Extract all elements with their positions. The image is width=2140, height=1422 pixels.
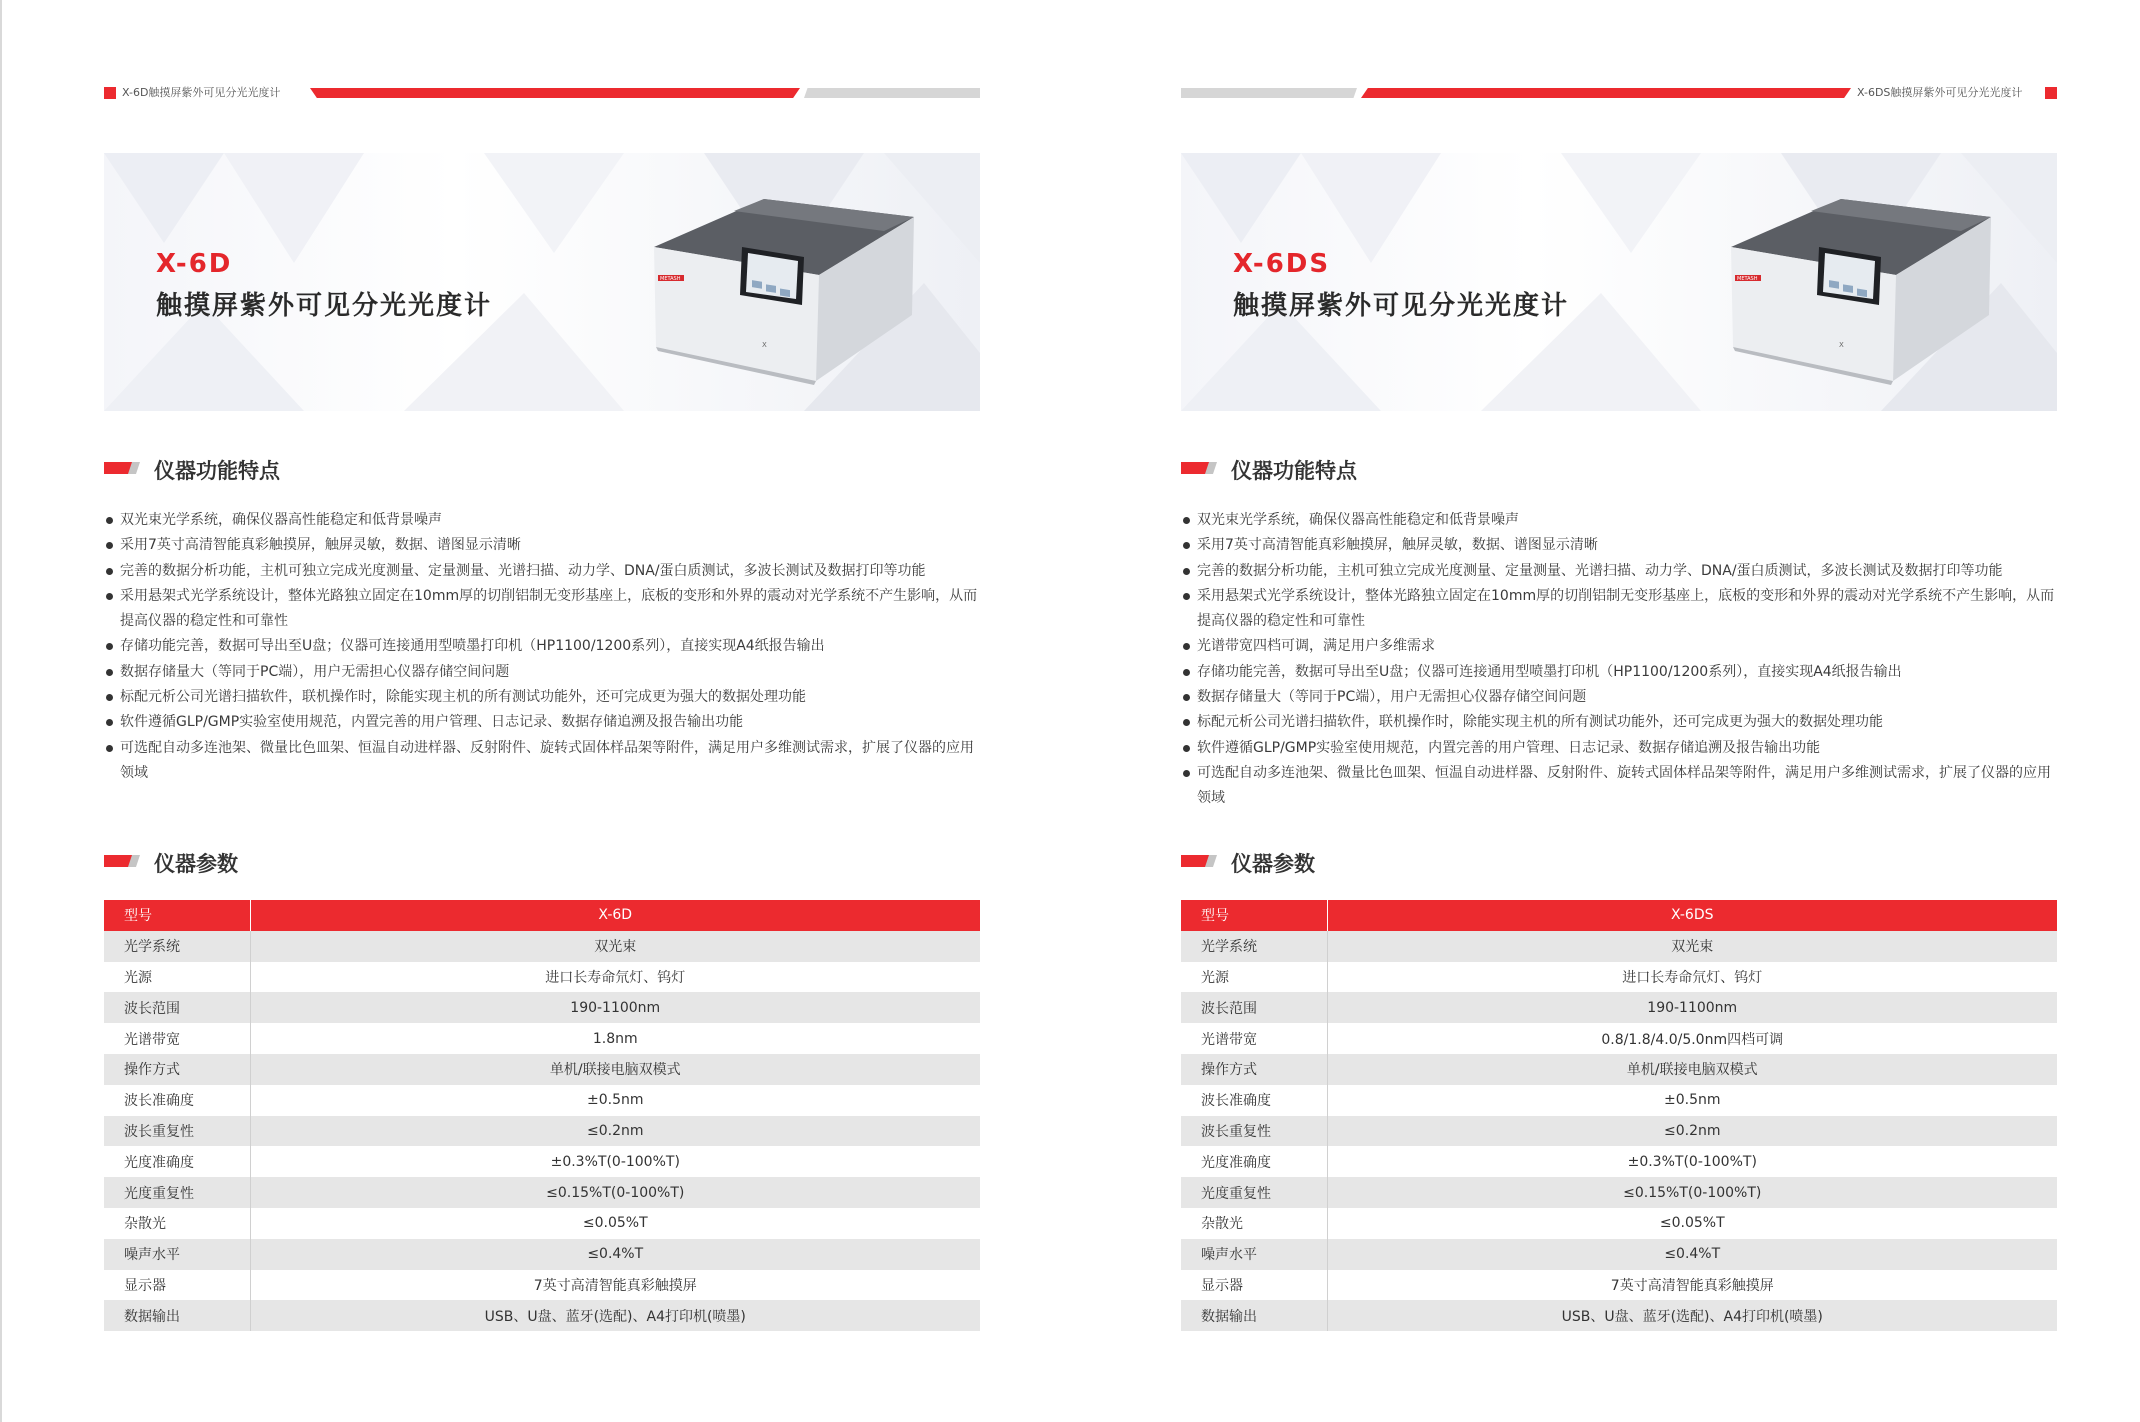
spec-label: 光度准确度 xyxy=(1181,1146,1327,1177)
spec-value: 7英寸高清智能真彩触摸屏 xyxy=(250,1270,980,1301)
table-row xyxy=(104,1085,980,1116)
instrument-image xyxy=(1721,197,2011,387)
product-banner xyxy=(104,153,980,411)
spec-label: 光度重复性 xyxy=(104,1177,250,1208)
spec-label: 光度准确度 xyxy=(104,1146,250,1177)
table-row xyxy=(1181,1239,2057,1270)
header-square-icon xyxy=(104,87,116,99)
features-list xyxy=(104,508,980,786)
table-row xyxy=(1181,1208,2057,1239)
spec-value: 双光束 xyxy=(1327,931,2057,962)
spec-value: USB、U盘、蓝牙(选配)、A4打印机(喷墨) xyxy=(250,1300,980,1331)
feature-item: 采用悬架式光学系统设计，整体光路独立固定在10mm厚的切削铝制无变形基座上，底板的变形和外界的震动对光学系统不产生影响，从而提高仪器的稳定性和可靠性 xyxy=(1181,584,2057,635)
spec-table xyxy=(1181,900,2057,1331)
table-row xyxy=(1181,962,2057,993)
header-title: X-6DS触摸屏紫外可见分光光度计 xyxy=(1857,86,2023,99)
spec-label: 显示器 xyxy=(104,1270,250,1301)
feature-item: 采用悬架式光学系统设计，整体光路独立固定在10mm厚的切削铝制无变形基座上，底板的变形和外界的震动对光学系统不产生影响，从而提高仪器的稳定性和可靠性 xyxy=(104,584,980,635)
table-row xyxy=(1181,992,2057,1023)
spec-value: ≤0.15%T(0-100%T) xyxy=(1327,1177,2057,1208)
spec-label: 杂散光 xyxy=(104,1208,250,1239)
table-row xyxy=(1181,1085,2057,1116)
spec-label: 波长范围 xyxy=(1181,992,1327,1023)
spec-value: 单机/联接电脑双模式 xyxy=(250,1054,980,1085)
feature-item: 光谱带宽四档可调，满足用户多维需求 xyxy=(1181,634,2057,659)
table-row xyxy=(1181,1270,2057,1301)
table-row xyxy=(104,992,980,1023)
banner-model: X-6DS xyxy=(1233,249,1331,279)
feature-item: 采用7英寸高清智能真彩触摸屏，触屏灵敏，数据、谱图显示清晰 xyxy=(1181,533,2057,558)
spec-label: 数据输出 xyxy=(104,1300,250,1331)
spec-value: 单机/联接电脑双模式 xyxy=(1327,1054,2057,1085)
spec-value: 7英寸高清智能真彩触摸屏 xyxy=(1327,1270,2057,1301)
banner-product-name: 触摸屏紫外可见分光光度计 xyxy=(1233,291,1570,321)
feature-item: 双光束光学系统，确保仪器高性能稳定和低背景噪声 xyxy=(104,508,980,533)
feature-item: 完善的数据分析功能，主机可独立完成光度测量、定量测量、光谱扫描、动力学、DNA/蛋白质测试，多波长测试及数据打印等功能 xyxy=(1181,559,2057,584)
section-mark-icon xyxy=(104,855,140,867)
feature-item: 可选配自动多连池架、微量比色皿架、恒温自动进样器、反射附件、旋转式固体样品架等附件，满足用户多维测试需求，扩展了仪器的应用领域 xyxy=(104,736,980,787)
table-row xyxy=(104,931,980,962)
header-gray-bar xyxy=(1181,88,1357,98)
spec-header-model: X-6D xyxy=(250,900,980,931)
table-row xyxy=(1181,1054,2057,1085)
features-title: 仪器功能特点 xyxy=(1231,459,1357,483)
table-row xyxy=(1181,1023,2057,1054)
table-row xyxy=(104,962,980,993)
spec-table-header xyxy=(1181,900,2057,931)
feature-item: 采用7英寸高清智能真彩触摸屏，触屏灵敏，数据、谱图显示清晰 xyxy=(104,533,980,558)
banner-product-name: 触摸屏紫外可见分光光度计 xyxy=(156,291,493,321)
banner-model: X-6D xyxy=(156,249,233,279)
table-row xyxy=(1181,931,2057,962)
spec-table-header xyxy=(104,900,980,931)
table-row xyxy=(1181,1116,2057,1147)
spec-label: 光源 xyxy=(1181,962,1327,993)
table-row xyxy=(104,1023,980,1054)
page-header xyxy=(1181,86,2057,100)
section-mark-icon xyxy=(1181,855,1217,867)
spec-label: 波长准确度 xyxy=(104,1085,250,1116)
spec-value: 190-1100nm xyxy=(250,992,980,1023)
feature-item: 存储功能完善，数据可导出至U盘；仪器可连接通用型喷墨打印机（HP1100/1200系列），直接实现A4纸报告输出 xyxy=(1181,660,2057,685)
spec-value: 双光束 xyxy=(250,931,980,962)
spec-value: ≤0.2nm xyxy=(1327,1116,2057,1147)
spec-value: 进口长寿命氘灯、钨灯 xyxy=(1327,962,2057,993)
instrument-brand: METASH xyxy=(660,276,681,282)
spec-label: 光度重复性 xyxy=(1181,1177,1327,1208)
spec-label: 操作方式 xyxy=(1181,1054,1327,1085)
spec-value: USB、U盘、蓝牙(选配)、A4打印机(喷墨) xyxy=(1327,1300,2057,1331)
spec-label: 噪声水平 xyxy=(1181,1239,1327,1270)
params-title: 仪器参数 xyxy=(1231,852,1315,876)
spec-value: ≤0.2nm xyxy=(250,1116,980,1147)
spec-value: 1.8nm xyxy=(250,1023,980,1054)
spec-value: ≤0.4%T xyxy=(1327,1239,2057,1270)
page-right xyxy=(1070,0,2140,1422)
features-title: 仪器功能特点 xyxy=(154,459,280,483)
feature-item: 完善的数据分析功能，主机可独立完成光度测量、定量测量、光谱扫描、动力学、DNA/蛋白质测试，多波长测试及数据打印等功能 xyxy=(104,559,980,584)
feature-item: 软件遵循GLP/GMP实验室使用规范，内置完善的用户管理、日志记录、数据存储追溯及报告输出功能 xyxy=(104,710,980,735)
instrument-image xyxy=(644,197,934,387)
spec-label: 杂散光 xyxy=(1181,1208,1327,1239)
spec-label: 光谱带宽 xyxy=(104,1023,250,1054)
table-row xyxy=(104,1146,980,1177)
feature-item: 标配元析公司光谱扫描软件，联机操作时，除能实现主机的所有测试功能外，还可完成更为强大的数据处理功能 xyxy=(1181,710,2057,735)
spec-label: 显示器 xyxy=(1181,1270,1327,1301)
spec-label: 波长范围 xyxy=(104,992,250,1023)
spec-label: 波长准确度 xyxy=(1181,1085,1327,1116)
spec-label: 光源 xyxy=(104,962,250,993)
spec-value: 0.8/1.8/4.0/5.0nm四档可调 xyxy=(1327,1023,2057,1054)
feature-item: 存储功能完善，数据可导出至U盘；仪器可连接通用型喷墨打印机（HP1100/1200系列），直接实现A4纸报告输出 xyxy=(104,634,980,659)
spec-label: 光谱带宽 xyxy=(1181,1023,1327,1054)
spec-label: 光学系统 xyxy=(104,931,250,962)
instrument-brand: METASH xyxy=(1737,276,1758,282)
table-row xyxy=(104,1300,980,1331)
feature-item: 可选配自动多连池架、微量比色皿架、恒温自动进样器、反射附件、旋转式固体样品架等附件，满足用户多维测试需求，扩展了仪器的应用领域 xyxy=(1181,761,2057,812)
header-gray-bar xyxy=(804,88,980,98)
table-row xyxy=(104,1054,980,1085)
spec-label: 光学系统 xyxy=(1181,931,1327,962)
table-row xyxy=(1181,1300,2057,1331)
table-row xyxy=(1181,1177,2057,1208)
feature-item: 数据存储量大（等同于PC端），用户无需担心仪器存储空间问题 xyxy=(104,660,980,685)
product-banner xyxy=(1181,153,2057,411)
feature-item: 数据存储量大（等同于PC端），用户无需担心仪器存储空间问题 xyxy=(1181,685,2057,710)
table-row xyxy=(104,1116,980,1147)
features-list xyxy=(1181,508,2057,812)
spec-value: ±0.3%T(0-100%T) xyxy=(1327,1146,2057,1177)
spec-value: ≤0.15%T(0-100%T) xyxy=(250,1177,980,1208)
page-header xyxy=(104,86,980,100)
feature-item: 双光束光学系统，确保仪器高性能稳定和低背景噪声 xyxy=(1181,508,2057,533)
section-mark-icon xyxy=(104,462,140,474)
table-row xyxy=(104,1208,980,1239)
spec-value: ±0.3%T(0-100%T) xyxy=(250,1146,980,1177)
spec-label: 波长重复性 xyxy=(1181,1116,1327,1147)
table-row xyxy=(104,1177,980,1208)
header-red-bar xyxy=(310,88,800,98)
spec-value: ≤0.05%T xyxy=(250,1208,980,1239)
spec-value: ±0.5nm xyxy=(250,1085,980,1116)
feature-item: 标配元析公司光谱扫描软件，联机操作时，除能实现主机的所有测试功能外，还可完成更为强大的数据处理功能 xyxy=(104,685,980,710)
spec-value: ≤0.05%T xyxy=(1327,1208,2057,1239)
spec-header-label: 型号 xyxy=(104,900,250,931)
spec-header-label: 型号 xyxy=(1181,900,1327,931)
table-row xyxy=(1181,1146,2057,1177)
header-red-bar xyxy=(1361,88,1851,98)
spec-value: 进口长寿命氘灯、钨灯 xyxy=(250,962,980,993)
spec-label: 噪声水平 xyxy=(104,1239,250,1270)
spec-value: 190-1100nm xyxy=(1327,992,2057,1023)
spec-label: 操作方式 xyxy=(104,1054,250,1085)
feature-item: 软件遵循GLP/GMP实验室使用规范，内置完善的用户管理、日志记录、数据存储追溯及报告输出功能 xyxy=(1181,736,2057,761)
params-title: 仪器参数 xyxy=(154,852,238,876)
table-row xyxy=(104,1270,980,1301)
spec-label: 数据输出 xyxy=(1181,1300,1327,1331)
spec-value: ≤0.4%T xyxy=(250,1239,980,1270)
section-mark-icon xyxy=(1181,462,1217,474)
instrument-badge: X xyxy=(1839,341,1844,349)
spec-value: ±0.5nm xyxy=(1327,1085,2057,1116)
header-title: X-6D触摸屏紫外可见分光光度计 xyxy=(122,86,281,99)
spec-header-model: X-6DS xyxy=(1327,900,2057,931)
instrument-badge: X xyxy=(762,341,767,349)
header-square-icon xyxy=(2045,87,2057,99)
spec-label: 波长重复性 xyxy=(104,1116,250,1147)
spec-table xyxy=(104,900,980,1331)
table-row xyxy=(104,1239,980,1270)
